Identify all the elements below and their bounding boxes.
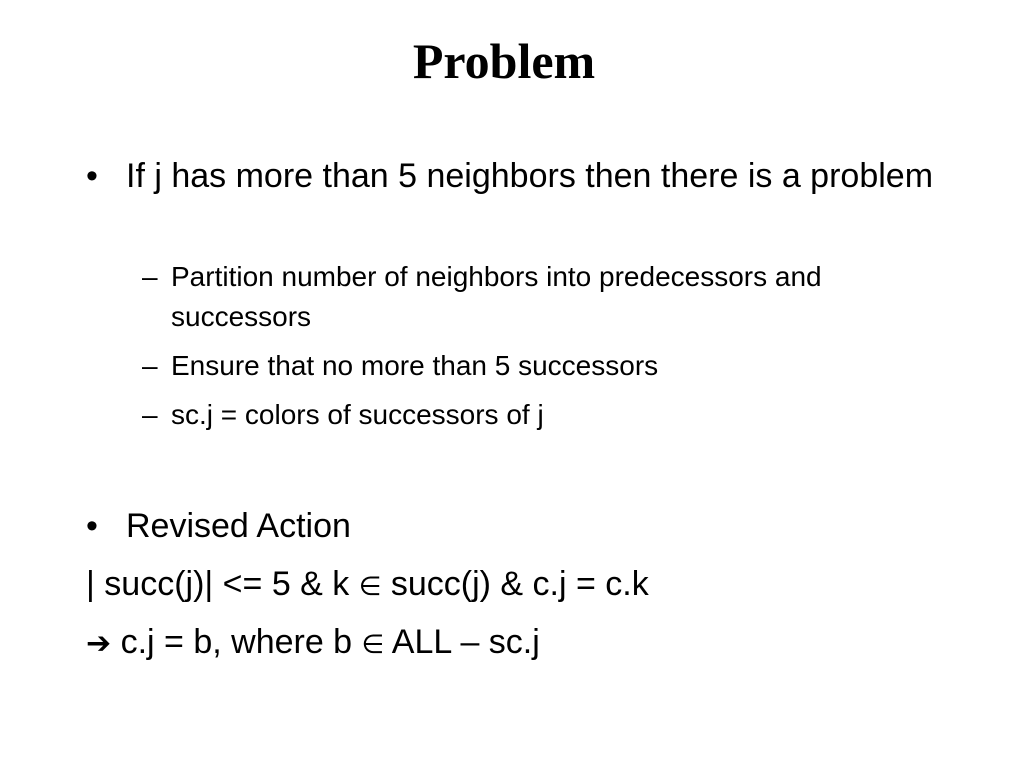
arrow-icon: ➔ — [86, 626, 112, 661]
sub-bullet-text: Partition number of neighbors into predecessors and successors — [171, 261, 822, 332]
action-text-part1: c.j = b, where b — [111, 623, 362, 661]
element-of-symbol: ∈ — [358, 572, 382, 602]
bullet-marker: • — [86, 157, 98, 195]
guard-text-part2: succ(j) & c.j = c.k — [381, 565, 649, 603]
bullet-text: Revised Action — [126, 507, 351, 545]
guard-line — [86, 562, 649, 609]
sub-bullet-marker: – — [142, 399, 158, 430]
bullet-text: If j has more than 5 neighbors then there is a problem — [126, 157, 934, 195]
sub-bullet-text: sc.j = colors of successors of j — [171, 399, 544, 430]
element-of-symbol: ∈ — [361, 630, 385, 660]
guard-text-part1: | succ(j)| <= 5 & k — [86, 565, 359, 603]
action-line — [86, 620, 540, 667]
slide-title: Problem — [412, 33, 596, 89]
sub-bullet-marker: – — [142, 261, 158, 292]
sub-bullet-text: Ensure that no more than 5 successors — [171, 350, 659, 381]
action-text-part2: ALL – sc.j — [384, 623, 540, 661]
bullet-marker: • — [86, 507, 98, 545]
sub-bullet-marker: – — [142, 350, 158, 381]
